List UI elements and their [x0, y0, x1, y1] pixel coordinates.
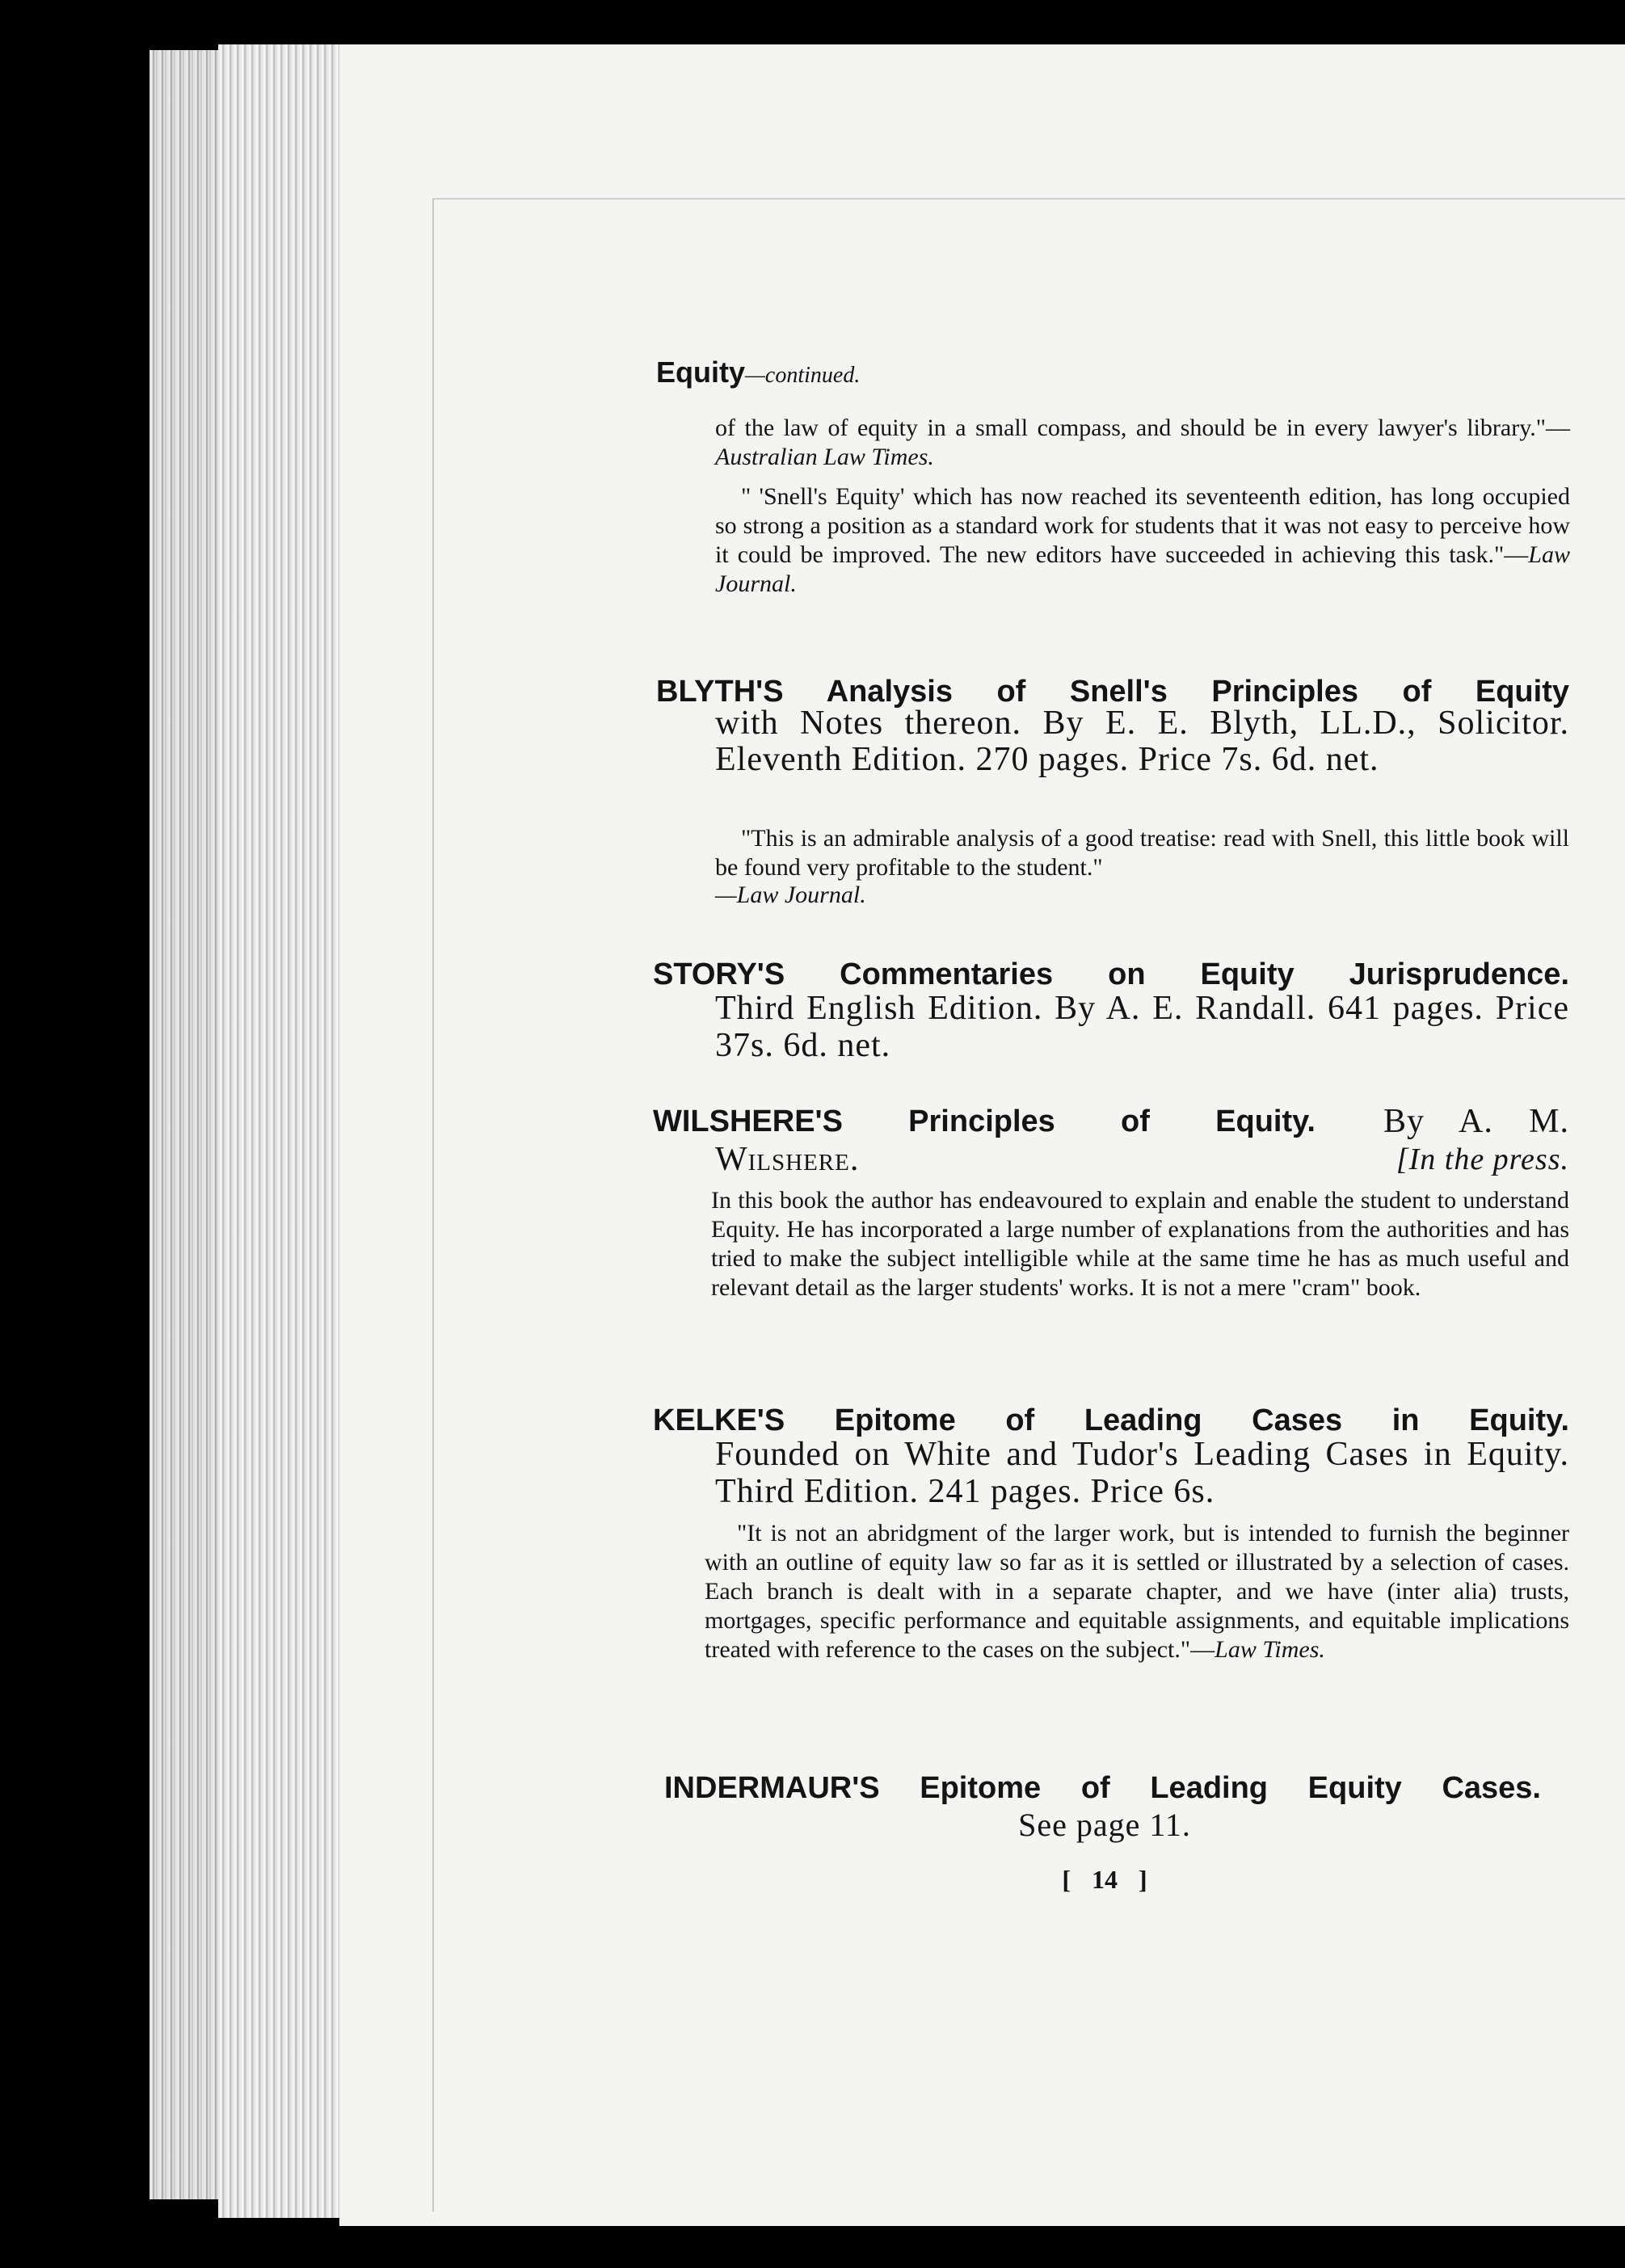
intro-review-source: Australian Law Times. [715, 444, 934, 470]
entry-source-blyth: —Law Journal. [715, 882, 866, 908]
entry-heading-indermaur: INDERMAUR'S Epitome of Leading Equity Cases. [664, 1771, 1541, 1805]
entry-heading-blyth: BLYTH'S Analysis of Snell's Principles of Equity [656, 675, 1569, 709]
intro-review [715, 414, 1570, 472]
entry-details-blyth: with Notes thereon. By E. E. Blyth, LL.D., Solicitor. Eleventh Edition. 270 pages. Price 7s. 6d. net. [715, 705, 1569, 778]
entry-heading-story: STORY'S Commentaries on Equity Jurisprudence. [653, 957, 1569, 991]
entry-author-wilshere: Wilshere. [715, 1141, 860, 1178]
snell-review-text: " 'Snell's Equity' which has now reached its seventeenth edition, has long occupied so strong a position as a standard work for students that it was not easy to perceive how it could be improved. The new editors have succeeded in achieving this task."— [715, 483, 1570, 568]
entry-review-kelke [705, 1519, 1569, 1664]
page-number: [ 14 ] [1062, 1865, 1147, 1894]
entry-heading-kelke: KELKE'S Epitome of Leading Cases in Equity. [653, 1403, 1569, 1437]
entry-source-kelke: Law Times. [1215, 1636, 1325, 1663]
entry-author-prefix-wilshere: By A. M. [1383, 1103, 1569, 1140]
entry-details-kelke: Founded on White and Tudor's Leading Cases in Equity. Third Edition. 241 pages. Price 6s. [715, 1436, 1569, 1510]
entry-details-story: Third English Edition. By A. E. Randall. 641 pages. Price 37s. 6d. net. [715, 990, 1569, 1064]
snell-review [715, 482, 1570, 599]
entry-review-kelke-text: "It is not an abridgment of the larger work, but is intended to furnish the beginner with an outline of equity law so far as it is settled or illustrated by a selection of cases. Each branch is dealt with in a separate chapter, and we have (inter alia) trusts, mortgages, specific performance and equitable assignments, and equitable implications treated with reference to the cases on the subject."— [705, 1520, 1569, 1663]
entry-review-blyth: "This is an admirable analysis of a good treatise: read with Snell, this little book will be found very profitable to the student." [715, 825, 1569, 881]
running-head-suffix: —continued. [745, 363, 861, 388]
running-head-title: Equity [656, 356, 746, 389]
entry-status-wilshere: [In the press. [1396, 1142, 1569, 1176]
entry-heading-wilshere: WILSHERE'S Principles of Equity. [653, 1105, 1316, 1138]
running-head [656, 356, 860, 389]
entry-details-indermaur: See page 11. [1018, 1807, 1191, 1843]
entry-review-wilshere: In this book the author has endeavoured to explain and enable the student to understand Equity. He has incorporated a large number of explanations from the authorities and has tried to make the subject intelligible while at the same time he has as much useful and relevant detail as the larger students' works. It is not a mere "cram" book. [711, 1187, 1569, 1301]
snell-review-source: Law Journal. [715, 541, 1570, 597]
intro-review-text: of the law of equity in a small compass, and should be in every lawyer's library."— [715, 414, 1570, 441]
